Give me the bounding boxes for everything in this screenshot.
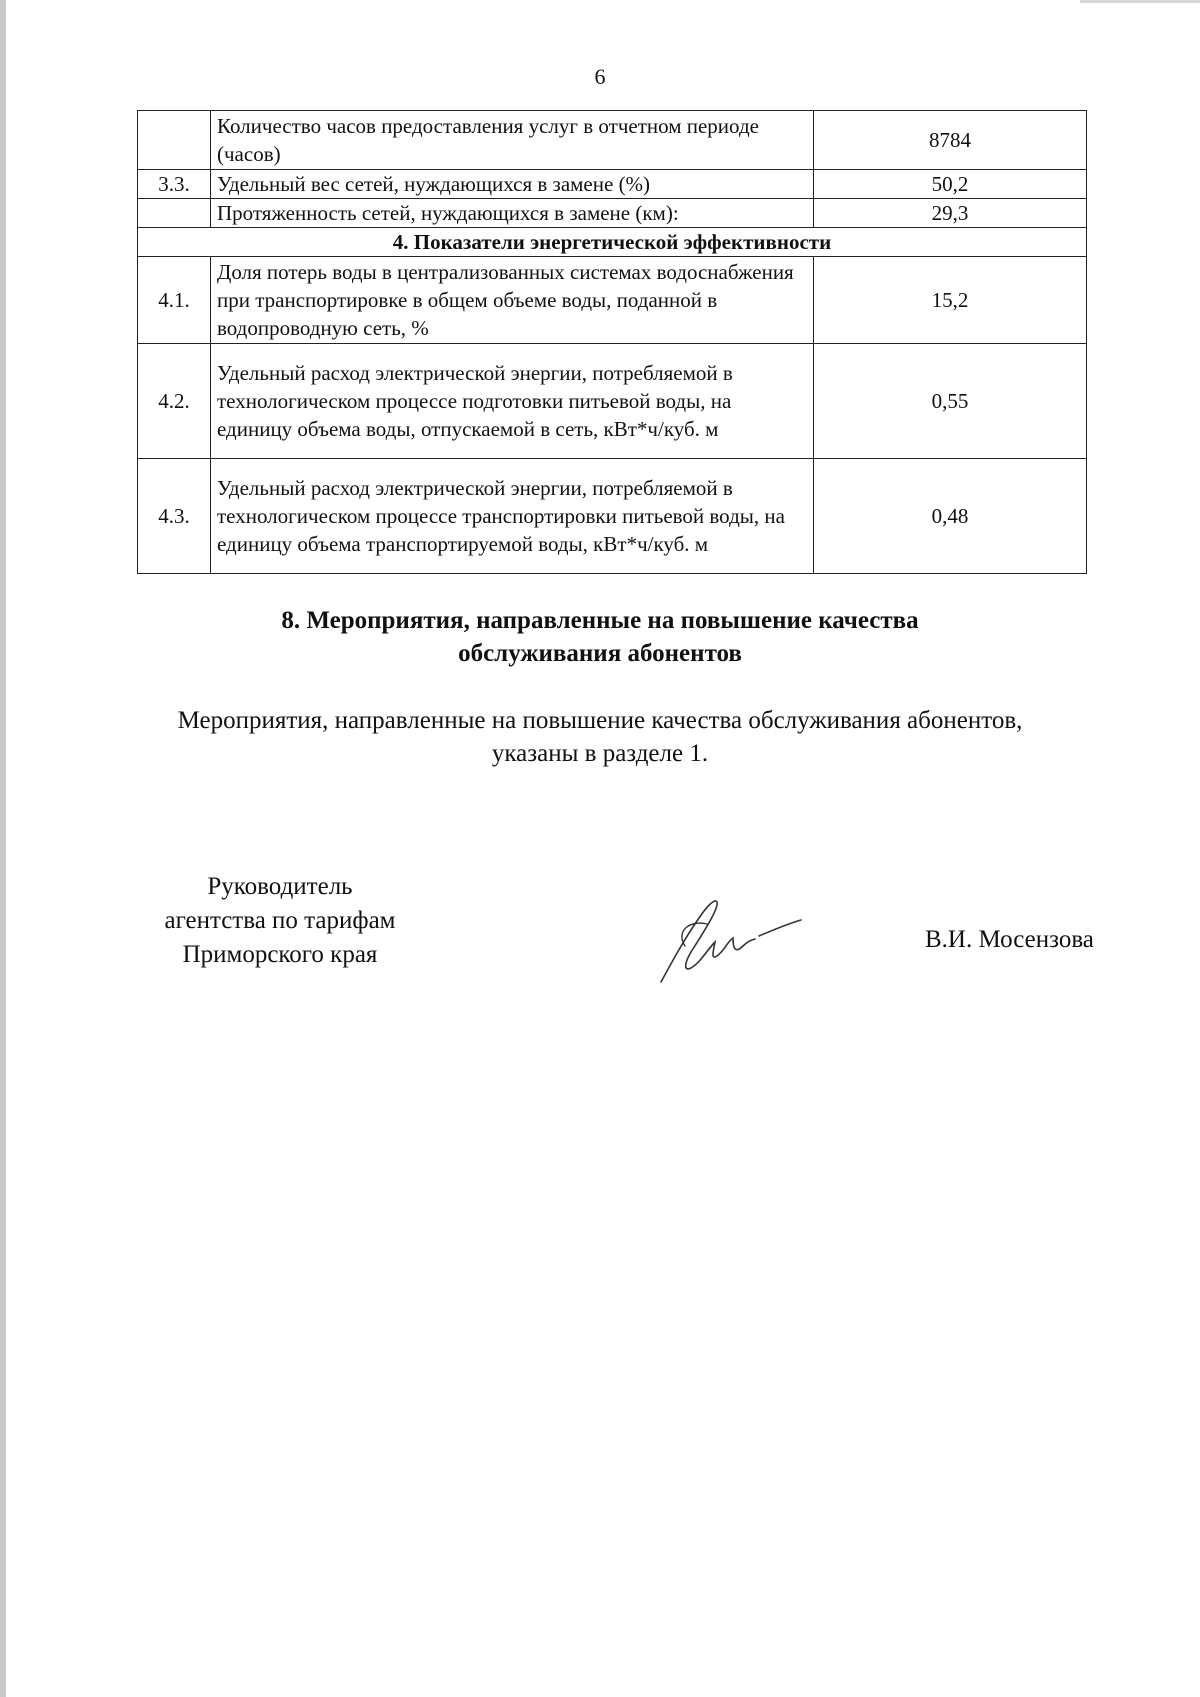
section-8-heading-line1: 8. Мероприятия, направленные на повышение качества (281, 607, 919, 634)
signatory-title (140, 870, 420, 972)
row-description: Удельный расход электрической энергии, потребляемой в технологическом процессе транспортировки питьевой воды, на единицу объема транспортируемой воды, кВт*ч/куб. м (211, 459, 814, 574)
row-number: 4.2. (138, 344, 211, 459)
signatory-title-line1: Руководитель (207, 873, 353, 900)
row-value: 8784 (814, 111, 1087, 170)
scan-top-edge (1080, 0, 1200, 3)
row-description: Удельный расход электрической энергии, потребляемой в технологическом процессе подготовки питьевой воды, на единицу объема воды, отпускаемой в сеть, кВт*ч/куб. м (211, 344, 814, 459)
row-number: 3.3. (138, 170, 211, 199)
row-number: 4.3. (138, 459, 211, 574)
signatory-name: В.И. Мосензова (925, 926, 1094, 953)
section-header-row (138, 228, 1087, 257)
section-8-heading-line2: обслуживания абонентов (458, 640, 742, 667)
handwritten-signature (655, 890, 805, 985)
signatory-title-line2: агентства по тарифам (164, 907, 396, 934)
row-value: 15,2 (814, 257, 1087, 344)
indicators-table (137, 110, 1087, 574)
table-row (138, 111, 1087, 170)
table-row (138, 459, 1087, 574)
row-description: Количество часов предоставления услуг в отчетном периоде (часов) (211, 111, 814, 170)
row-number: 4.1. (138, 257, 211, 344)
page-number: 6 (594, 64, 606, 89)
table-row (138, 170, 1087, 199)
row-value: 29,3 (814, 199, 1087, 228)
row-value: 0,48 (814, 459, 1087, 574)
signatory-title-line3: Приморского края (182, 941, 378, 968)
section-8-text-line2: указаны в разделе 1. (491, 740, 709, 767)
row-description: Удельный вес сетей, нуждающихся в замене (%) (211, 170, 814, 199)
row-description: Протяженность сетей, нуждающихся в замене (км): (211, 199, 814, 228)
section-8-heading (0, 604, 1200, 670)
section-8-text-line1: Мероприятия, направленные на повышение качества обслуживания абонентов, (177, 707, 1023, 734)
row-number (138, 199, 211, 228)
row-value: 0,55 (814, 344, 1087, 459)
table-row (138, 257, 1087, 344)
row-description: Доля потерь воды в централизованных системах водоснабжения при транспортировке в общем объеме воды, поданной в водопроводную сеть, % (211, 257, 814, 344)
table-row (138, 344, 1087, 459)
row-number (138, 111, 211, 170)
section-4-title: 4. Показатели энергетической эффективности (138, 228, 1087, 257)
scan-left-edge (0, 0, 6, 1697)
table-row (138, 199, 1087, 228)
row-value: 50,2 (814, 170, 1087, 199)
section-8-text (0, 704, 1200, 770)
